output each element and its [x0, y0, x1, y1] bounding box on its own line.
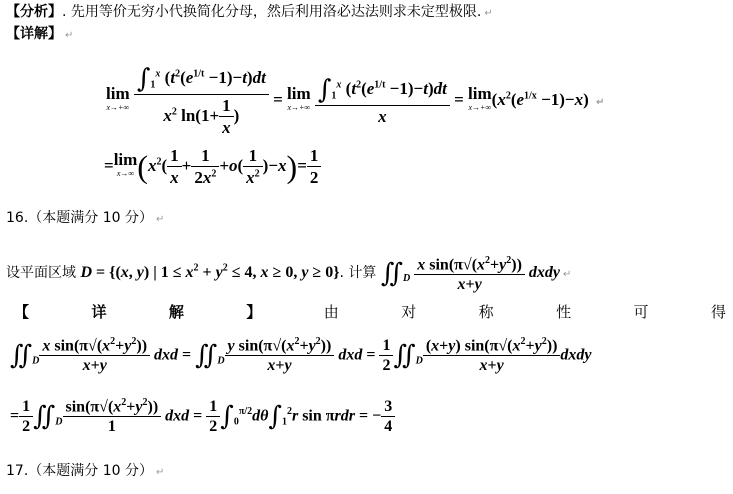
limit-operator: lim x→+∞	[468, 84, 492, 112]
q16-prefix: 设平面区域	[6, 264, 76, 281]
fraction-1-denominator: $x^2$ ln(1+ $\frac{1}{x}$ )	[134, 94, 269, 138]
return-mark-icon: ↵	[563, 268, 572, 280]
return-mark-icon: ↵	[155, 214, 165, 225]
return-mark-icon: ↵	[65, 30, 74, 41]
q16-heading: 16.（本题满分 10 分） ↵	[6, 210, 165, 226]
q16-equation-1: $∬_D$ $\frac{x \sin(\pi√(x^2+y^2))}{x+y}$ dxd = $∬_D$ $\frac{y \sin(\pi√(x^2+y^2))}{x+y}$ dxd = $\frac{1}{2}$ $∬_D$ $\frac{(x+y) \sin(\pi√(x^2+y^2))}{x+y}$ dxdy	[10, 336, 592, 375]
q16-mid: . 计算	[339, 264, 377, 281]
fraction-1	[134, 64, 269, 138]
return-mark-icon: ↵	[155, 467, 165, 478]
q15-rhs: $(x^2(e^{1/x} -1)-x)$	[491, 89, 589, 109]
analysis-label: 【分析】	[6, 4, 62, 20]
limit-operator: lim x→∞	[113, 150, 138, 178]
fraction-2-numerator: $\int_1^x$ $(t^2(e^{1/t} -1)-t)dt$	[317, 75, 447, 105]
q16-problem	[6, 252, 571, 294]
q16-integral: $∬_D$ $\frac{x \sin(\pi√(x^2+y^2))}{x+y}$ dxdy	[380, 255, 561, 294]
analysis-text: . 先用等价无穷小代换简化分母，然后利用洛必达法则求未定型极限.	[62, 4, 482, 20]
q16-detail-heading: 【 详 解 】 由 对 称 性 可 得	[14, 303, 726, 321]
q16-region: D = {(x, y) | $1 \le x^2 + y^2 \le 4$, x ≥ 0, y ≥ 0}	[80, 262, 340, 281]
fraction-2-denominator: x	[315, 105, 450, 127]
analysis-line	[6, 3, 493, 23]
q16-equation-2: = $\frac{1}{2}$ $∬_D$ $\frac{\sin(\pi√(x^2+y^2))}{1}$ dxd = $\frac{1}{2}$ $\int_0^{\pi/2}d\theta\int_1^2r$ sin πrdr = − $\frac{3}{4}$	[10, 397, 395, 436]
return-mark-icon: ↵	[596, 96, 605, 108]
return-mark-icon: ↵	[484, 8, 493, 19]
limit-operator: lim x→+∞	[287, 84, 311, 112]
detail-label: 【详解】	[6, 26, 62, 42]
limit-operator: lim x→+∞	[106, 84, 130, 112]
detail-line	[6, 25, 73, 45]
fraction-1-numerator: $\int_1^x$ $(t^2(e^{1/t} -1)-t)dt$	[136, 64, 266, 94]
q15-equation-2: =lim x→∞ ($x^2$( $\frac{1}{x}$ + $\frac{1}{2x^2}$ +o( $\frac{1}{x^2}$ )−x)= $\frac{1}{2}$	[104, 146, 321, 188]
fraction-2	[315, 75, 450, 127]
q15-equation-1: lim x→+∞ $\int_1^x$ $(t^2(e^{1/t} -1)-t)dt$ $x^2$ ln(1+ $\frac{1}{x}$ ) = lim x→+∞ $\frac{\int_1^x (t^2(e^{1/t} -1)-t)dt}{x}$ = lim x→+∞ $(x^2(e^{1/x} -1)-x)$ ↵	[106, 64, 605, 137]
q17-heading: 17.（本题满分 10 分） ↵	[6, 463, 165, 479]
